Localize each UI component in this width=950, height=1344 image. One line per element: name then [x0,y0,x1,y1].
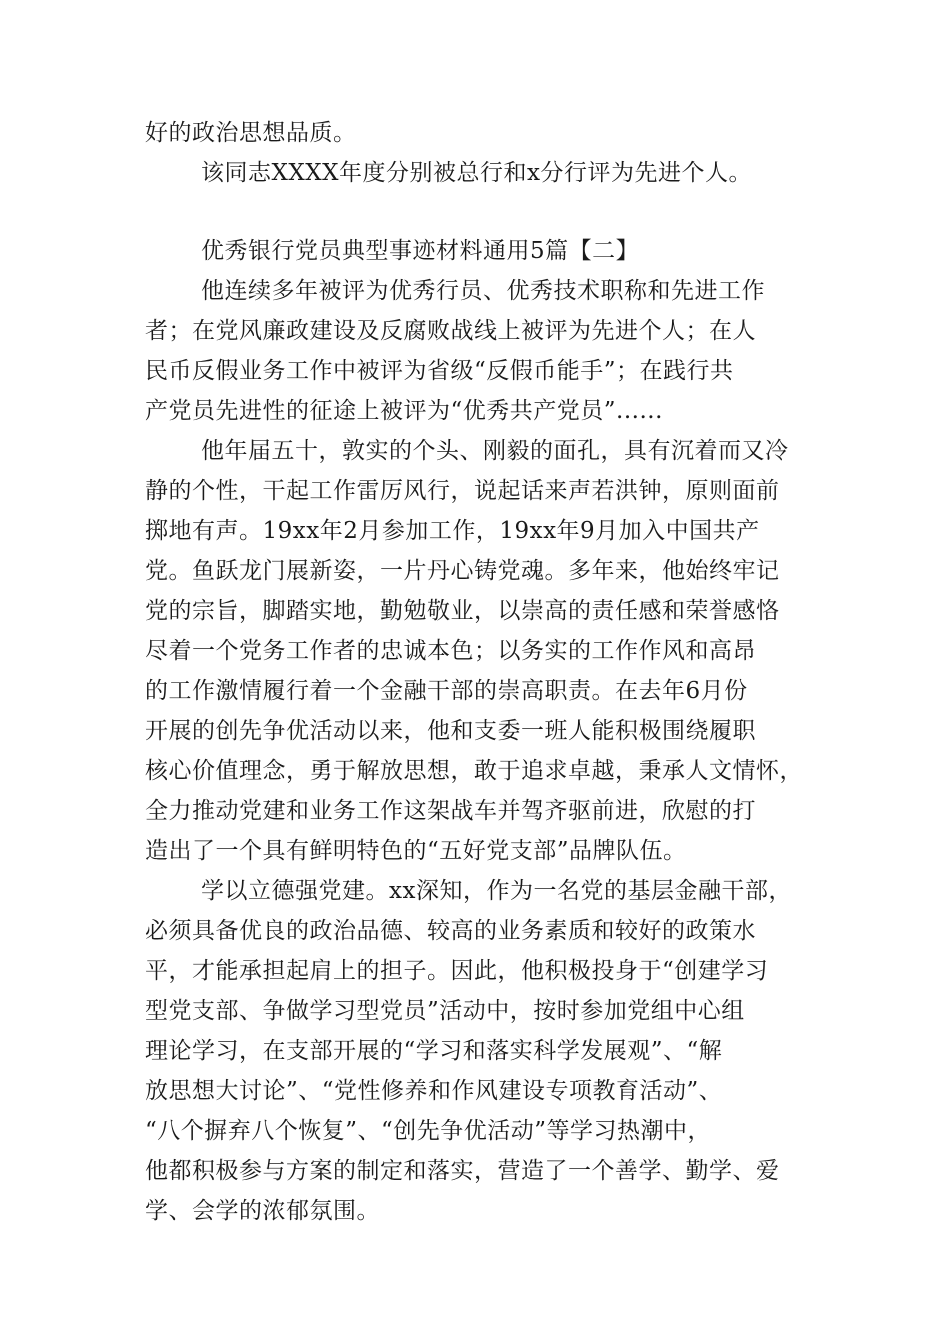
text-line: 民币反假业务工作中被评为省级“反假币能手”；在践行共 [145,358,734,384]
text-line: 必须具备优良的政治品德、较高的业务素质和较好的政策水 [145,918,756,944]
text-line: 他都积极参与方案的制定和落实，营造了一个善学、勤学、爱 [145,1158,780,1184]
text-line: 该同志XXXX年度分别被总行和x分行评为先进个人。 [201,160,752,186]
paragraph [145,271,807,431]
text-line: 他年届五十，敦实的个头、刚毅的面孔，具有沉着而又冷 [201,438,789,464]
text-line: 者；在党风廉政建设及反腐败战线上被评为先进个人；在人 [145,318,756,344]
text-line: 学以立德强党建。xx深知，作为一名党的基层金融干部， [201,878,792,904]
text-line: 核心价值理念，勇于解放思想，敢于追求卓越，秉承人文情怀， [145,758,803,784]
text-line: 党。鱼跃龙门展新姿，一片丹心铸党魂。多年来，他始终牢记 [145,558,780,584]
text-line: 尽着一个党务工作者的忠诚本色；以务实的工作作风和高昂 [145,638,756,664]
text-line: 造出了一个具有鲜明特色的“五好党支部”品牌队伍。 [145,838,687,864]
text-line: 静的个性，干起工作雷厉风行，说起话来声若洪钟，原则面前 [145,478,780,504]
section-heading: 优秀银行党员典型事迹材料通用5篇【二】 [201,238,640,264]
text-line: 好的政治思想品质。 [145,120,357,146]
text-line: 平，才能承担起肩上的担子。因此，他积极投身于“创建学习 [145,958,769,984]
text-line: 产党员先进性的征途上被评为“优秀共产党员”...... [145,398,663,424]
text-line: 学、会学的浓郁氛围。 [145,1198,380,1224]
text-line: 党的宗旨，脚踏实地，勤勉敬业，以崇高的责任感和荣誉感恪 [145,598,780,624]
text-line: 放思想大讨论”、“党性修养和作风建设专项教育活动”、 [145,1078,723,1104]
text-line: 型党支部、争做学习型党员”活动中，按时参加党组中心组 [145,998,745,1024]
text-line: 开展的创先争优活动以来，他和支委一班人能积极围绕履职 [145,718,756,744]
paragraph [145,431,807,871]
text-line: 他连续多年被评为优秀行员、优秀技术职称和先进工作 [201,278,765,304]
text-line: 全力推动党建和业务工作这架战车并驾齐驱前进，欣慰的打 [145,798,756,824]
document-page [145,113,807,1231]
section-spacer [145,193,807,231]
text-line: 理论学习，在支部开展的“学习和落实科学发展观”、“解 [145,1038,723,1064]
text-line: 掷地有声。19xx年2月参加工作，19xx年9月加入中国共产 [145,518,760,544]
text-line: 的工作激情履行着一个金融干部的崇高职责。在去年6月份 [145,678,748,704]
paragraph [145,871,807,1231]
text-line: “八个摒弃八个恢复”、“创先争优活动”等学习热潮中， [145,1118,712,1144]
